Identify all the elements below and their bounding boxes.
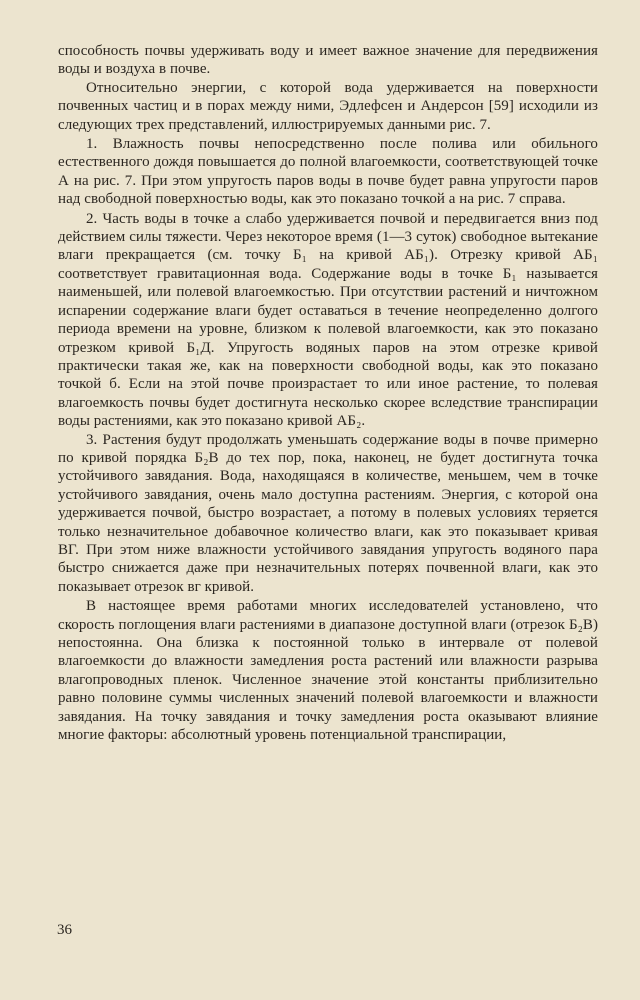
paragraph-item-2: 2. Часть воды в точке а слабо удерживается почвой и передвигается вниз под действием силы тяжести. Через некоторое время (1—3 суток) свободное вытекание влаги прекращается (см. точку Б₁ на кривой АБ₁). Отрезку кривой АБ₁ соответствует гравитационная вода. Содержание воды в точке Б₁ называется наименьшей, или полевой влагоемкостью. При отсутствии растений и ничтожном испарении содержание влаги будет оставаться в течение неопределенно долгого периода времени на уровне, близком к полевой влагоемкости, как это показано отрезком кривой Б₁Д. Упругость водяных паров на этом отрезке кривой практически такая же, как на поверхности свободной воды, как это показано точкой б. Если на этой почве произрастает то или иное растение, то полевая влагоемкость почвы будет достигнута несколько скорее вследствие транспирации воды растениями, как это показано кривой АБ₂. — [58, 210, 598, 430]
paragraph-conclusion: В настоящее время работами многих исследователей установлено, что скорость поглощения влаги растениями в диапазоне доступной влаги (отрезок Б₂В) непостоянна. Она близка к постоянной только в интервале от полевой влагоемкости до влажности замедления роста растений или влажности разрыва влагопроводных пленок. Численное значение этой константы приблизительно равно половине суммы численных значений полевой влагоемкости и влажности завядания. На точку завядания и точку замедления роста оказывают влияние многие факторы: абсолютный уровень потенциальной транспирации, — [58, 598, 598, 744]
paragraph-item-1: 1. Влажность почвы непосредственно после полива или обильного естественного дождя повышается до полной влагоемкости, соответствующей точке А на рис. 7. При этом упругость паров воды в почве будет равна упругости паров над свободной поверхностью воды, как это показано точкой а на рис. 7 справа. — [58, 136, 598, 208]
text-column — [58, 42, 598, 744]
paragraph-item-3: 3. Растения будут продолжать уменьшать содержание воды в почве примерно по кривой порядка Б₂В до тех пор, пока, наконец, не будет достигнута точка устойчивого завядания. Вода, находящаяся в количестве, меньшем, чем в точке устойчивого завядания, очень мало доступна растениям. Энергия, с которой она удерживается почвой, быстро возрастает, а потому в полевых условиях теряется только незначительное добавочное количество влаги, как это показывает кривая ВГ. При этом ниже влажности устойчивого завядания упругость водяного пара быстро снижается даже при незначительных потерях почвенной влаги, как это показывает отрезок вг кривой. — [58, 431, 598, 595]
paragraph-intro: Относительно энергии, с которой вода удерживается на поверхности почвенных частиц и в порах между ними, Эдлефсен и Андерсон [59] исходили из следующих трех представлений, иллюстрируемых данными рис. 7. — [58, 79, 598, 133]
paragraph-continuation: способность почвы удерживать воду и имеет важное значение для передвижения воды и воздуха в почве. — [58, 43, 598, 78]
page-number: 36 — [57, 922, 72, 938]
